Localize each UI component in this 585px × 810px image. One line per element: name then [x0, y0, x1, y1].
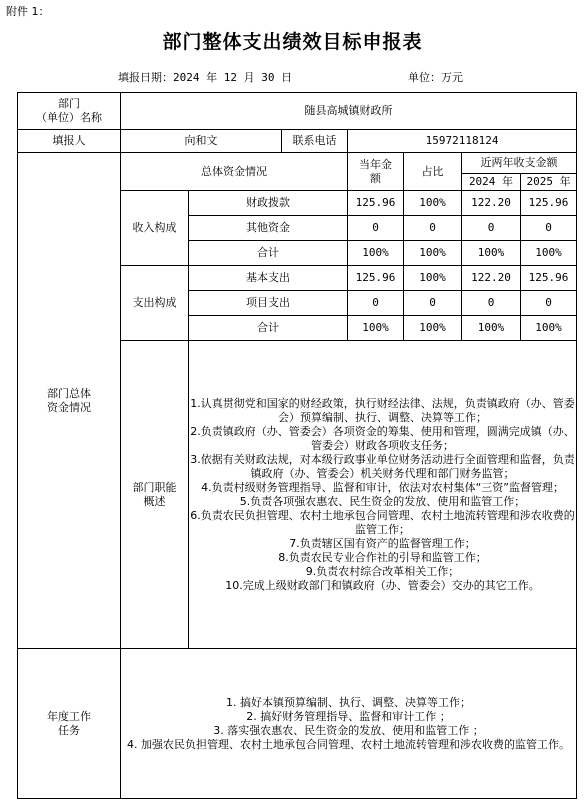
overall-funds-header: 总体资金情况	[121, 153, 348, 191]
income-composition-label: 收入构成	[121, 191, 189, 266]
row-amount: 100%	[348, 241, 404, 266]
tasks-content	[121, 649, 577, 799]
row-ratio: 0	[404, 291, 462, 316]
phone-label: 联系电话	[282, 130, 348, 153]
row-amount: 100%	[348, 316, 404, 341]
row-2024: 122.20	[462, 191, 521, 216]
row-ratio: 100%	[404, 191, 462, 216]
funds-section-label: 部门总体 资金情况	[18, 153, 121, 649]
page-title: 部门整体支出绩效目标申报表	[162, 31, 423, 53]
recent-years-header: 近两年收支金额	[462, 153, 577, 174]
row-2025: 100%	[521, 241, 577, 266]
ratio-header: 占比	[404, 153, 462, 191]
filler-name: 向和文	[121, 130, 282, 153]
list-item: 8.负责农民专业合作社的引导和监管工作；	[278, 550, 487, 564]
year-2025-header: 2025 年	[521, 174, 577, 191]
row-2025: 125.96	[521, 266, 577, 291]
row-ratio: 100%	[404, 316, 462, 341]
expense-composition-label: 支出构成	[121, 266, 189, 341]
row-amount: 125.96	[348, 191, 404, 216]
list-item: 10.完成上级财政部门和镇政府（办、管委会）交办的其它工作。	[225, 578, 540, 592]
row-2024: 100%	[462, 241, 521, 266]
row-ratio: 0	[404, 216, 462, 241]
list-item: 6.负责农民负担管理、农村土地承包合同管理、农村土地流转管理和涉农收费的监管工作；	[190, 508, 575, 536]
dept-name-value: 随县高城镇财政所	[121, 93, 577, 130]
row-item: 基本支出	[189, 266, 348, 291]
performance-form-table	[17, 92, 577, 799]
row-amount: 0	[348, 291, 404, 316]
list-item: 3. 落实强农惠农、民生资金的发放、使用和监管工作 ；	[213, 723, 484, 737]
duties-content	[189, 341, 577, 649]
duties-label: 部门职能 概述	[121, 341, 189, 649]
row-ratio: 100%	[404, 266, 462, 291]
tasks-label: 年度工作 任务	[18, 649, 121, 799]
row-item: 合计	[189, 241, 348, 266]
list-item: 2.负责镇政府（办、管委会）各项资金的筹集、使用和管理，圆满完成镇（办、管委会）财政各项收支任务；	[190, 424, 575, 452]
tasks-row	[18, 649, 577, 799]
list-item: 7.负责辖区国有资产的监督管理工作；	[289, 536, 476, 550]
funds-header-row	[18, 153, 577, 174]
current-amount-header: 当年金 额	[348, 153, 404, 191]
row-2024: 0	[462, 216, 521, 241]
row-2024: 0	[462, 291, 521, 316]
attachment-label: 附件 1：	[6, 5, 50, 18]
row-item: 其他资金	[189, 216, 348, 241]
filler-label: 填报人	[18, 130, 121, 153]
filler-row	[18, 130, 577, 153]
dept-row	[18, 93, 577, 130]
row-2024: 122.20	[462, 266, 521, 291]
row-amount: 0	[348, 216, 404, 241]
list-item: 5.负责各项强农惠农、民生资金的发放、使用和监管工作；	[239, 494, 526, 508]
unit-label: 单位：万元	[408, 71, 463, 84]
phone-value: 15972118124	[348, 130, 577, 153]
list-item: 1.认真贯彻党和国家的财经政策，执行财经法律、法规，负责镇政府（办、管委会）预算编制、执行、调整、决算等工作；	[190, 396, 575, 424]
row-item: 项目支出	[189, 291, 348, 316]
list-item: 3.依据有关财政法规，对本级行政事业单位财务活动进行全面管理和监督，负责镇政府（办、管委会）机关财务代理和部门财务监管；	[190, 452, 575, 480]
row-2025: 0	[521, 216, 577, 241]
row-2025: 125.96	[521, 191, 577, 216]
row-2025: 100%	[521, 316, 577, 341]
list-item: 2. 搞好财务管理指导、监督和审计工作 ；	[246, 709, 451, 723]
row-amount: 125.96	[348, 266, 404, 291]
row-2025: 0	[521, 291, 577, 316]
dept-label: 部门 （单位）名称	[18, 93, 121, 130]
fill-date: 填报日期：2024 年 12 月 30 日	[118, 71, 293, 84]
row-item: 合计	[189, 316, 348, 341]
list-item: 4. 加强农民负担管理、农村土地承包合同管理、农村土地流转管理和涉农收费的监管工作。	[127, 737, 571, 751]
year-2024-header: 2024 年	[462, 174, 521, 191]
list-item: 4.负责村级财务管理指导、监督和审计，依法对农村集体“三资”监督管理；	[201, 480, 564, 494]
row-ratio: 100%	[404, 241, 462, 266]
list-item: 9.负责农村综合改革相关工作；	[305, 564, 460, 578]
row-2024: 100%	[462, 316, 521, 341]
row-item: 财政拨款	[189, 191, 348, 216]
list-item: 1. 搞好本镇预算编制、执行、调整、决算等工作；	[226, 695, 472, 709]
